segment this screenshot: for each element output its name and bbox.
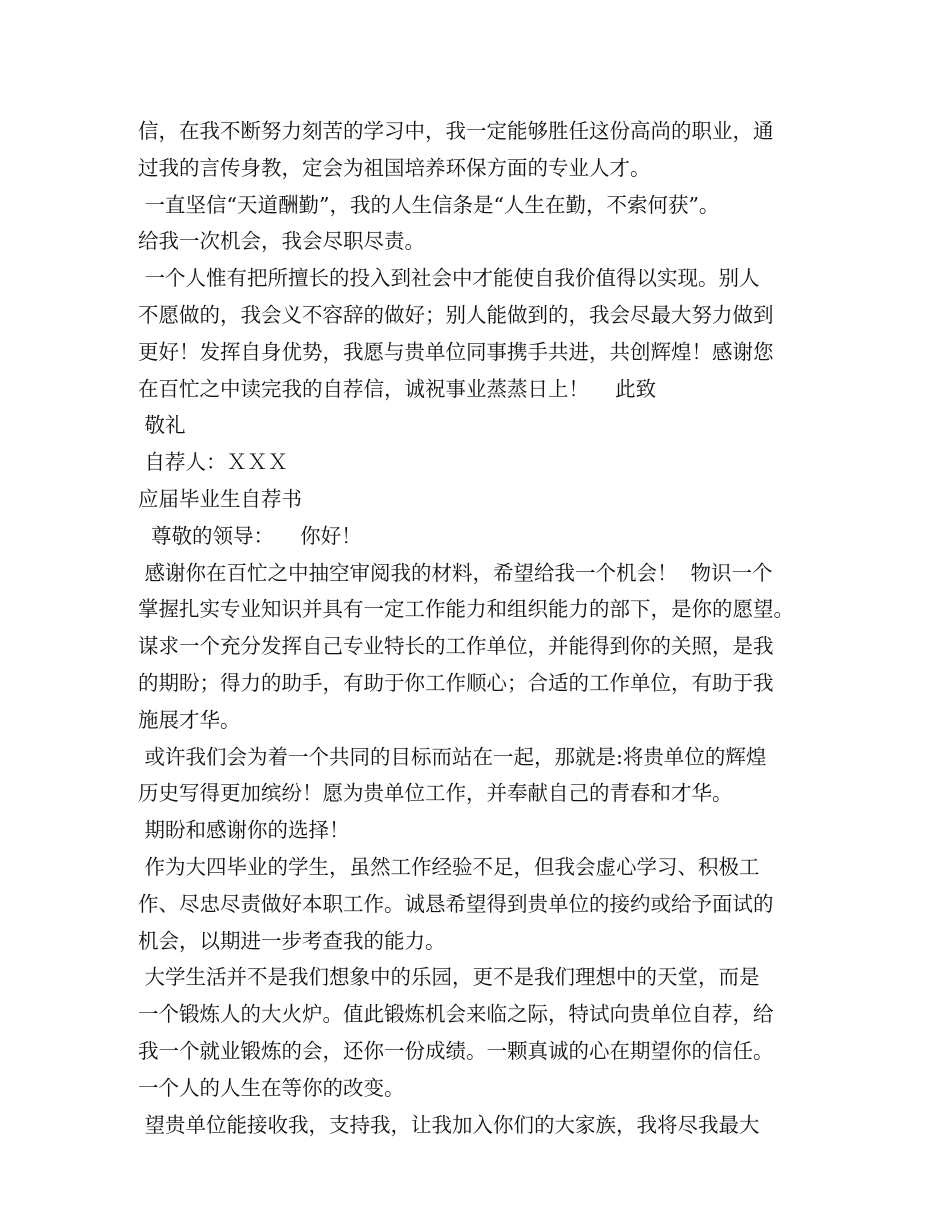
text-line: 掌握扎实专业知识并具有一定工作能力和组织能力的部下，是你的愿望。 bbox=[138, 597, 794, 622]
text-line: 给我一次机会，我会尽职尽责。 bbox=[138, 229, 425, 254]
section-title: 应届毕业生自荐书 bbox=[138, 486, 302, 511]
signature-line: 自荐人：ＸＸＸ bbox=[138, 450, 289, 475]
text-line: 感谢你在百忙之中抽空审阅我的材料，希望给我一个机会！ 物识一个 bbox=[138, 560, 773, 585]
text-line: 或许我们会为着一个共同的目标而站在一起，那就是:将贵单位的辉煌 bbox=[138, 744, 767, 769]
text-line: 一个锻炼人的大火炉。值此锻炼机会来临之际，特试向贵单位自荐，给 bbox=[138, 1002, 774, 1027]
text-line: 谋求一个充分发挥自己专业特长的工作单位，并能得到你的关照，是我 bbox=[138, 634, 774, 659]
document-page bbox=[138, 113, 828, 1143]
closing-salute: 敬礼 bbox=[138, 413, 186, 438]
text-line: 不愿做的，我会义不容辞的做好；别人能做到的，我会尽最大努力做到 bbox=[138, 302, 774, 327]
text-line: 过我的言传身教，定会为祖国培养环保方面的专业人才。 bbox=[138, 155, 651, 180]
text-line: 信，在我不断努力刻苦的学习中，我一定能够胜任这份高尚的职业，通 bbox=[138, 119, 774, 143]
text-line: 在百忙之中读完我的自荐信，诚祝事业蒸蒸日上！ 此致 bbox=[138, 376, 657, 401]
text-line: 大学生活并不是我们想象中的乐园，更不是我们理想中的天堂，而是 bbox=[138, 965, 760, 990]
text-line: 作为大四毕业的学生，虽然工作经验不足，但我会虚心学习、积极工 bbox=[138, 854, 760, 879]
greeting-line: 尊敬的领导： 你好！ bbox=[138, 523, 362, 548]
text-line: 作、尽忠尽责做好本职工作。诚恳希望得到贵单位的接约或给予面试的 bbox=[138, 891, 774, 916]
text-line: 一个人惟有把所擅长的投入到社会中才能使自我价值得以实现。别人 bbox=[138, 266, 760, 291]
text-line: 施展才华。 bbox=[138, 707, 241, 732]
text-line: 更好！发挥自身优势，我愿与贵单位同事携手共进，共创辉煌！感谢您 bbox=[138, 339, 774, 364]
text-line: 一个人的人生在等你的改变。 bbox=[138, 1075, 405, 1100]
text-line: 历史写得更加缤纷！愿为贵单位工作，并奉献自己的青春和才华。 bbox=[138, 781, 733, 806]
text-line: 一直坚信“天道酬勤”，我的人生信条是“人生在勤，不索何获”。 bbox=[138, 192, 720, 217]
text-line: 期盼和感谢你的选择！ bbox=[138, 818, 350, 843]
text-line: 机会，以期进一步考查我的能力。 bbox=[138, 928, 446, 953]
text-line: 的期盼；得力的助手，有助于你工作顺心；合适的工作单位，有助于我 bbox=[138, 670, 774, 695]
text-line: 望贵单位能接收我，支持我，让我加入你们的大家族，我将尽我最大 bbox=[138, 1112, 760, 1137]
text-line: 我一个就业锻炼的会，还你一份成绩。一颗真诚的心在期望你的信任。 bbox=[138, 1038, 774, 1063]
